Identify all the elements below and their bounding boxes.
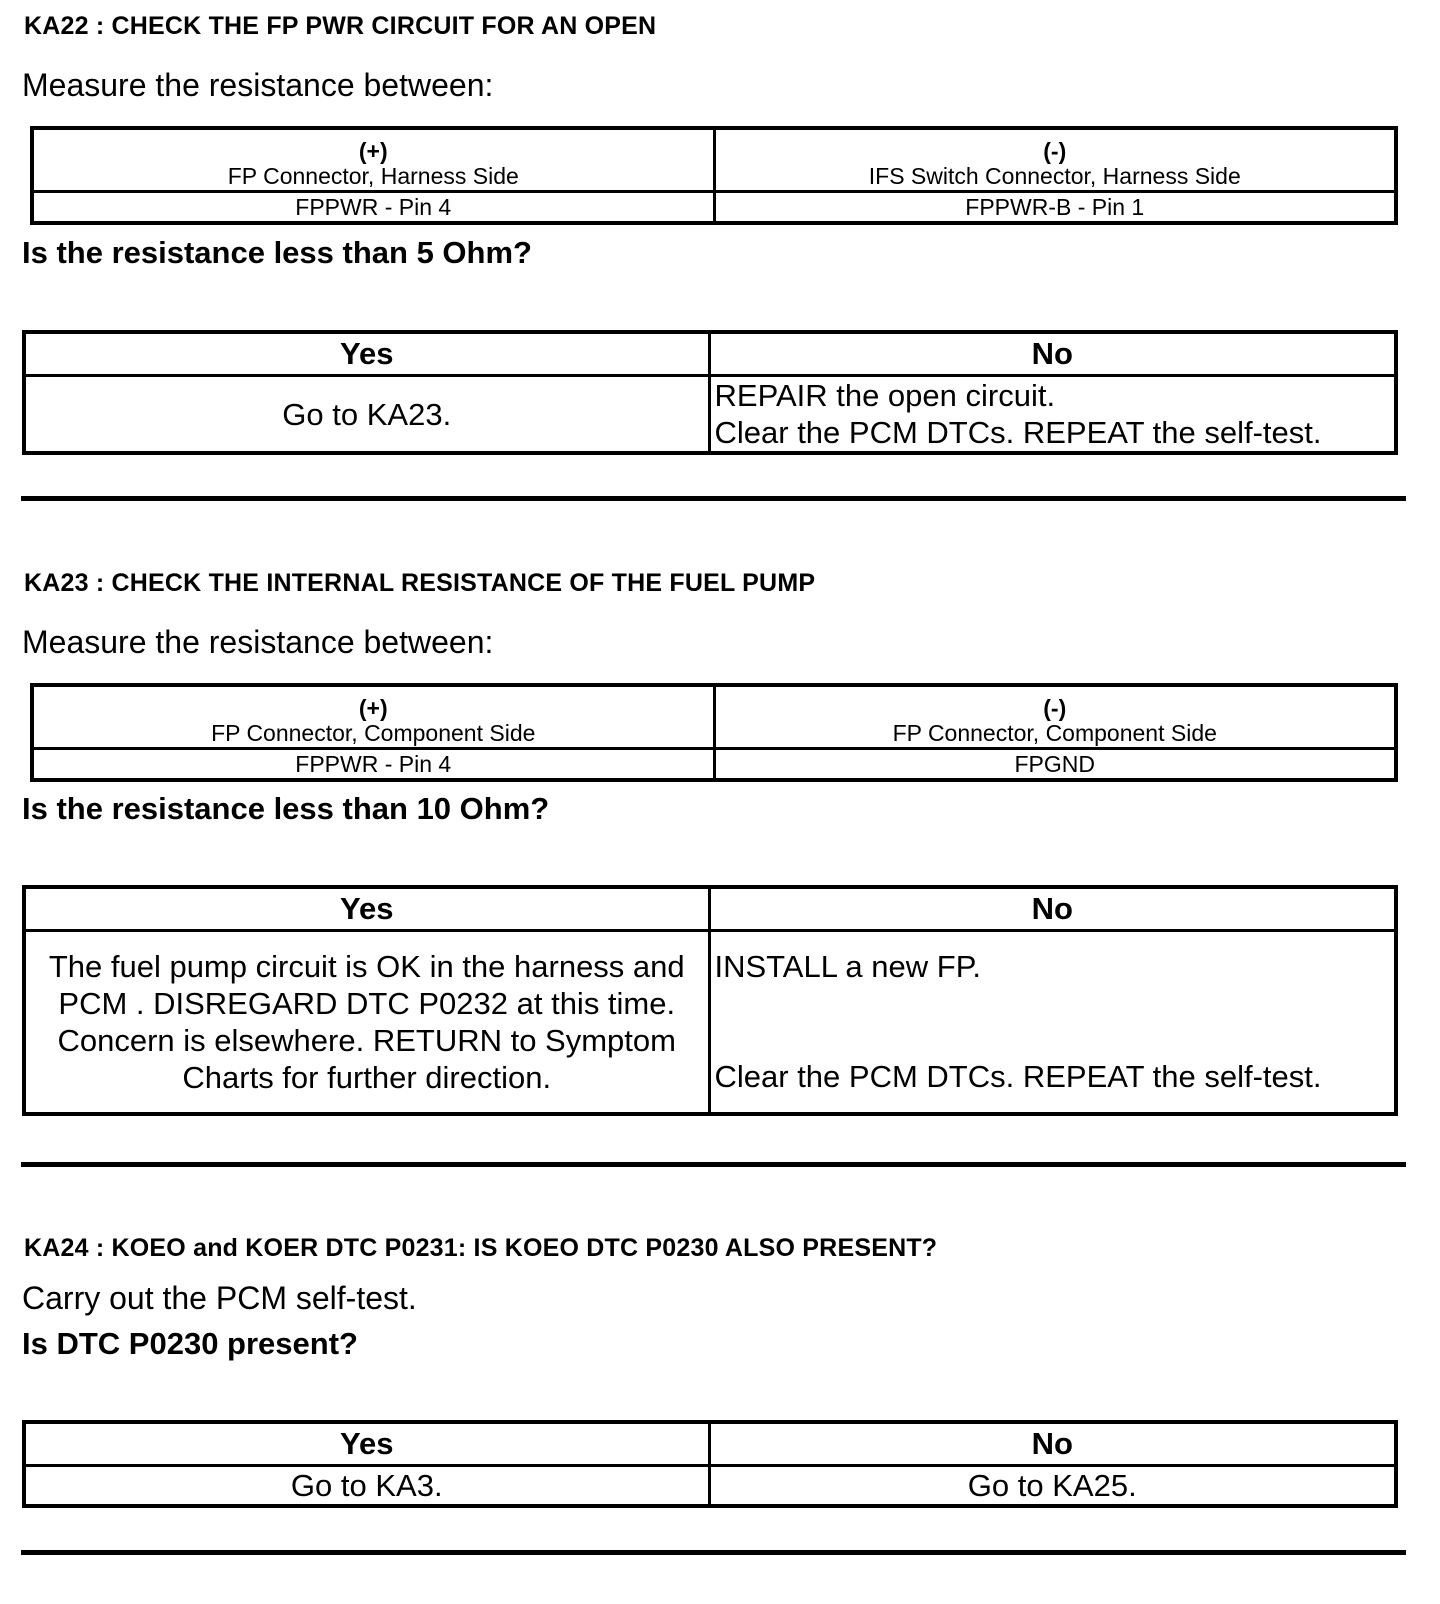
decision-table-ka23 bbox=[22, 885, 1398, 1116]
measurement-table-ka22 bbox=[30, 126, 1398, 225]
yes-header: Yes bbox=[24, 332, 709, 376]
yes-header: Yes bbox=[24, 887, 709, 931]
negative-lead-header bbox=[714, 128, 1396, 192]
positive-lead-header bbox=[32, 128, 714, 192]
no-action-line-2: Clear the PCM DTCs. REPEAT the self-test. bbox=[714, 1059, 1322, 1094]
yes-action-line-2: Concern is elsewhere. RETURN to Symptom Charts for further direction. bbox=[57, 1023, 676, 1095]
no-action bbox=[709, 931, 1396, 1115]
section-divider bbox=[21, 1550, 1406, 1555]
decision-table-ka24 bbox=[22, 1420, 1398, 1508]
negative-connector-label: IFS Switch Connector, Harness Side bbox=[868, 163, 1241, 189]
positive-connector-label: FP Connector, Harness Side bbox=[227, 163, 519, 189]
yes-action-line-1: The fuel pump circuit is OK in the harness and PCM . DISREGARD DTC P0232 at this time. bbox=[48, 949, 685, 1021]
negative-pin: FPPWR-B - Pin 1 bbox=[714, 192, 1396, 224]
positive-sign: (+) bbox=[358, 138, 388, 164]
negative-connector-label: FP Connector, Component Side bbox=[892, 720, 1217, 746]
negative-sign: (-) bbox=[1043, 695, 1067, 721]
step-instruction-ka22: Measure the resistance between: bbox=[22, 67, 494, 103]
positive-pin: FPPWR - Pin 4 bbox=[32, 749, 714, 781]
negative-sign: (-) bbox=[1043, 138, 1067, 164]
no-header: No bbox=[709, 1422, 1396, 1466]
section-divider bbox=[21, 1162, 1406, 1167]
step-instruction-ka23: Measure the resistance between: bbox=[22, 624, 494, 660]
decision-table-ka22 bbox=[22, 330, 1398, 455]
positive-connector-label: FP Connector, Component Side bbox=[211, 720, 536, 746]
no-action-line-2: Clear the PCM DTCs. REPEAT the self-test. bbox=[714, 415, 1322, 450]
no-header: No bbox=[709, 887, 1396, 931]
positive-sign: (+) bbox=[358, 695, 388, 721]
measurement-table-ka23 bbox=[30, 683, 1398, 782]
step-instruction-ka24: Carry out the PCM self-test. bbox=[22, 1280, 417, 1316]
section-divider bbox=[21, 496, 1406, 501]
no-action: Go to KA25. bbox=[709, 1466, 1396, 1507]
step-question-ka22: Is the resistance less than 5 Ohm? bbox=[22, 235, 532, 270]
negative-lead-header bbox=[714, 685, 1396, 749]
step-question-ka24: Is DTC P0230 present? bbox=[22, 1326, 358, 1361]
step-title-ka24: KA24 : KOEO and KOER DTC P0231: IS KOEO DTC P0230 ALSO PRESENT? bbox=[24, 1234, 938, 1262]
yes-action: Go to KA3. bbox=[24, 1466, 709, 1507]
step-title-ka22: KA22 : CHECK THE FP PWR CIRCUIT FOR AN OPEN bbox=[24, 12, 657, 40]
step-question-ka23: Is the resistance less than 10 Ohm? bbox=[22, 791, 550, 826]
no-action-line-1: REPAIR the open circuit. bbox=[714, 378, 1056, 413]
no-action bbox=[709, 376, 1396, 454]
no-action-line-1: INSTALL a new FP. bbox=[714, 949, 981, 984]
yes-action bbox=[24, 931, 709, 1115]
step-title-ka23: KA23 : CHECK THE INTERNAL RESISTANCE OF THE FUEL PUMP bbox=[24, 569, 816, 597]
yes-action: Go to KA23. bbox=[24, 376, 709, 454]
negative-pin: FPGND bbox=[714, 749, 1396, 781]
positive-pin: FPPWR - Pin 4 bbox=[32, 192, 714, 224]
yes-header: Yes bbox=[24, 1422, 709, 1466]
positive-lead-header bbox=[32, 685, 714, 749]
no-header: No bbox=[709, 332, 1396, 376]
